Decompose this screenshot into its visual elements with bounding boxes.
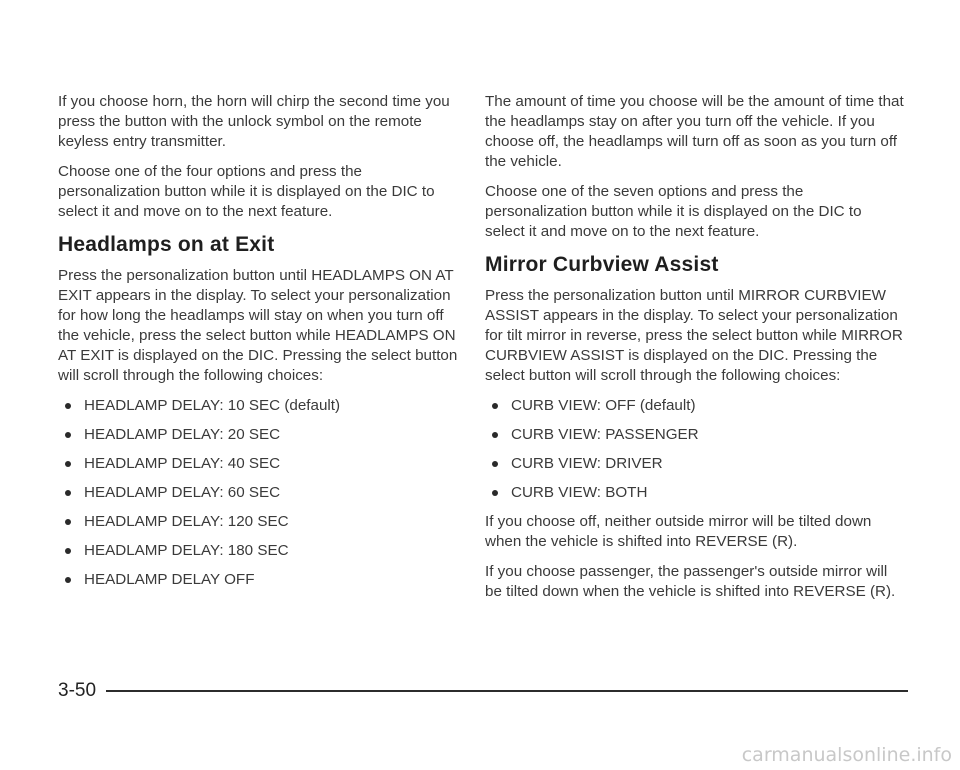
bullet-icon: [65, 519, 71, 525]
bullet-icon: [65, 548, 71, 554]
paragraph-choose-off: If you choose off, neither outside mirror will be tilted down when the vehicle is shifted into REVERSE (R).: [485, 513, 872, 550]
bullet-icon: [492, 403, 498, 409]
list-item-text: HEADLAMP DELAY: 20 SEC: [84, 426, 281, 443]
list-item: [485, 396, 905, 416]
list-item: [485, 425, 905, 445]
list-item-text: HEADLAMP DELAY: 10 SEC (default): [84, 397, 341, 414]
list-item: [58, 570, 458, 590]
paragraph-seven-options: Choose one of the seven options and press the personalization button while it is displayed on the DIC to select it and move on to the next feature.: [485, 183, 862, 240]
list-item: [58, 396, 458, 416]
list-item-text: HEADLAMP DELAY OFF: [84, 571, 255, 588]
list-item: [58, 512, 458, 532]
paragraph-headlamps-instructions: Press the personalization button until HEADLAMPS ON AT EXIT appears in the display. To select your personalization for how long the headlamps will stay on when you turn off the vehicle, press the select button while HEADLAMPS ON AT EXIT is displayed on the DIC. Pressing the select button will scroll through the following choices:: [58, 267, 458, 384]
list-item-text: HEADLAMP DELAY: 180 SEC: [84, 542, 289, 559]
list-item: [58, 541, 458, 561]
bullet-icon: [65, 577, 71, 583]
paragraph-four-options: Choose one of the four options and press the personalization button while it is displayed on the DIC to select it and move on to the next feature.: [58, 163, 435, 220]
list-item-text: HEADLAMP DELAY: 120 SEC: [84, 513, 289, 530]
headlamp-choices-list: [58, 396, 458, 590]
right-column: [485, 92, 905, 612]
bullet-icon: [492, 432, 498, 438]
paragraph-choose-passenger: If you choose passenger, the passenger's outside mirror will be tilted down when the vehicle is shifted into REVERSE (R).: [485, 563, 896, 600]
list-item: [58, 454, 458, 474]
curbview-choices-list: [485, 396, 905, 503]
list-item: [58, 425, 458, 445]
paragraph-mirror-instructions: Press the personalization button until MIRROR CURBVIEW ASSIST appears in the display. To select your personalization for tilt mirror in reverse, press the select button while MIRROR CURBVIEW ASSIST is displayed on the DIC. Pressing the select button will scroll through the following choices:: [485, 287, 903, 384]
bullet-icon: [65, 461, 71, 467]
bullet-icon: [65, 490, 71, 496]
paragraph-horn-choice: If you choose horn, the horn will chirp the second time you press the button with the unlock symbol on the remote keyless entry transmitter.: [58, 93, 450, 150]
list-item-text: CURB VIEW: OFF (default): [511, 397, 696, 414]
list-item: [485, 454, 905, 474]
bullet-icon: [65, 432, 71, 438]
bullet-icon: [492, 490, 498, 496]
bullet-icon: [492, 461, 498, 467]
paragraph-time-amount: The amount of time you choose will be the amount of time that the headlamps stay on after you turn off the vehicle. If you choose off, the headlamps will turn off as soon as you turn off the vehicle.: [485, 93, 904, 170]
watermark: carmanualsonline.info: [741, 744, 952, 766]
list-item-text: HEADLAMP DELAY: 40 SEC: [84, 455, 281, 472]
footer-divider: [106, 690, 908, 692]
page-number: 3-50: [58, 680, 97, 701]
list-item-text: HEADLAMP DELAY: 60 SEC: [84, 484, 281, 501]
list-item-text: CURB VIEW: DRIVER: [511, 455, 663, 472]
list-item-text: CURB VIEW: PASSENGER: [511, 426, 699, 443]
heading-mirror-curbview-assist: Mirror Curbview Assist: [485, 253, 719, 276]
bullet-icon: [65, 403, 71, 409]
left-column: [58, 92, 458, 599]
list-item: [58, 483, 458, 503]
heading-headlamps-on-at-exit: Headlamps on at Exit: [58, 233, 275, 256]
list-item-text: CURB VIEW: BOTH: [511, 484, 648, 501]
list-item: [485, 483, 905, 503]
page-footer: [58, 681, 908, 701]
